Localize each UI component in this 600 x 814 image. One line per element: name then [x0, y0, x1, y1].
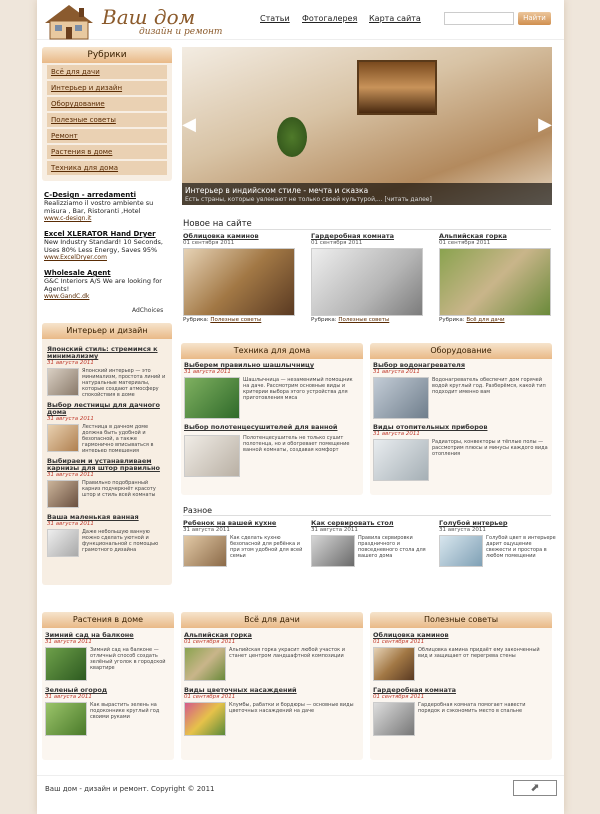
post-date: 31 августа 2011	[311, 527, 358, 533]
nav-sitemap[interactable]: Карта сайта	[369, 14, 421, 23]
post-date: 01 сентября 2011	[184, 694, 236, 700]
slider-next-icon[interactable]: ▶	[538, 114, 552, 135]
rubric-link[interactable]: Полезные советы	[210, 317, 262, 323]
post-date: 01 сентября 2011	[373, 694, 425, 700]
post-title[interactable]: Выберем правильно шашлычницу	[184, 361, 315, 369]
rubrics-box	[42, 47, 172, 181]
post-thumbnail[interactable]	[311, 535, 355, 567]
post-title[interactable]: Ваша маленькая ванная	[47, 513, 139, 521]
search-button[interactable]: Найти	[518, 12, 551, 25]
misc-item	[439, 520, 557, 583]
misc-item	[311, 520, 433, 583]
rubric-link[interactable]: Всё для дачи	[466, 317, 505, 323]
post-excerpt: Лестница в дачном доме должна быть удобной и безопасной, а также гармонично вписываться в интерьер помещения	[82, 424, 154, 452]
rubric-link[interactable]: Полезные советы	[338, 317, 390, 323]
ad-body: New Industry Standard! 10 Seconds, Uses 80% Less Energy, Saves 95%	[44, 238, 163, 254]
rubric-item[interactable]: Растения в доме	[47, 145, 167, 159]
post-thumbnail[interactable]	[184, 702, 226, 736]
misc-section-title: Разное	[183, 506, 551, 516]
post-thumbnail[interactable]	[47, 529, 79, 557]
tips-section	[370, 612, 552, 760]
post-excerpt: Даже небольшую ванную можно сделать уютной и функциональной с помощью грамотного дизайна	[82, 529, 159, 553]
post-date: 31 августа 2011	[47, 472, 94, 478]
rubrics-title: Рубрики	[42, 47, 172, 63]
ad-body: G&C Interiors A/S We are looking for Agents!	[44, 277, 162, 293]
footer-copyright: Ваш дом - дизайн и ремонт. Copyright © 2011	[45, 785, 215, 793]
rubric-label: Рубрика:	[183, 317, 209, 323]
post-title[interactable]: Облицовка каминов	[373, 631, 449, 639]
post-excerpt: Правильно подобранный карниз подчеркнёт красоту штор и стиль всей комнаты	[82, 480, 156, 498]
post-date: 31 августа 2011	[47, 521, 94, 527]
post-title[interactable]: Выбор водонагревателя	[373, 361, 465, 369]
slider-picture	[357, 60, 437, 115]
post-thumbnail[interactable]	[184, 647, 226, 681]
page	[37, 0, 564, 814]
post-date: 01 сентября 2011	[184, 639, 236, 645]
post-date: 31 августа 2011	[45, 694, 92, 700]
post-excerpt: Клумбы, рабатки и бордюры — основные виды цветочных насаждений на даче	[229, 702, 354, 714]
post-title[interactable]: Облицовка каминов	[183, 232, 259, 240]
post-date: 31 августа 2011	[47, 416, 94, 422]
rubric-item[interactable]: Всё для дачи	[47, 65, 167, 79]
post-excerpt: Японский интерьер — это минимализм, простота линий и натуральные материалы, которые создают атмосферу спокойствия в доме	[82, 368, 166, 396]
post-title[interactable]: Виды отопительных приборов	[373, 423, 488, 431]
tech-title: Техника для дома	[181, 343, 363, 359]
slider-caption[interactable]: Интерьер в индийском стиле - мечта и сказка	[185, 186, 369, 195]
post-excerpt: Полотенцесушитель не только сушит полотенца, но и обогревает помещение ванной комнаты, создавая комфорт	[243, 435, 350, 453]
post-date: 01 сентября 2011	[373, 639, 425, 645]
post-thumbnail[interactable]	[183, 535, 227, 567]
misc-item	[183, 520, 305, 583]
post-date: 31 августа 2011	[373, 431, 420, 437]
post-excerpt: Зимний сад на балконе — отличный способ создать зелёный уголок в городской квартире	[90, 647, 166, 671]
interior-title: Интерьер и дизайн	[42, 323, 172, 339]
tips-title: Полезные советы	[370, 612, 552, 628]
rubric-item[interactable]: Интерьер и дизайн	[47, 81, 167, 95]
post-title[interactable]: Выбираем и устанавливаем карнизы для штор правильно	[47, 457, 160, 472]
post-date: 01 сентября 2011	[311, 240, 363, 246]
site-title[interactable]: Ваш дом	[102, 5, 196, 29]
adchoices-label[interactable]: AdChoices	[132, 307, 164, 314]
post-date: 31 августа 2011	[47, 360, 94, 366]
post-thumbnail[interactable]	[373, 647, 415, 681]
ad-url[interactable]: www.c-design.it	[44, 215, 92, 222]
post-date: 31 августа 2011	[373, 369, 420, 375]
post-excerpt: Облицовка камина придаёт ему законченный вид и защищает от перегрева стены	[418, 647, 540, 659]
new-section-title: Новое на сайте	[183, 219, 551, 230]
post-date: 31 августа 2011	[183, 527, 230, 533]
post-thumbnail[interactable]	[45, 702, 87, 736]
rubric-label: Рубрика:	[311, 317, 337, 323]
post-title[interactable]: Виды цветочных насаждений	[184, 686, 297, 694]
footer	[37, 775, 564, 814]
slider-sub: Есть страны, которые увлекают не только своей культурой,... [читать далее]	[185, 196, 432, 203]
house-logo-icon[interactable]	[41, 3, 97, 41]
post-thumbnail[interactable]	[373, 377, 429, 419]
ad-title[interactable]: Excel XLERATOR Hand Dryer	[44, 230, 156, 238]
rubric-item[interactable]: Ремонт	[47, 129, 167, 143]
post-date: 01 сентября 2011	[439, 240, 491, 246]
post-title[interactable]: Японский стиль: стремимся к минимализму	[47, 345, 158, 360]
post-excerpt: Как сделать кухню безопасной для ребёнка и при этом удобной для всей семьи	[230, 535, 303, 559]
post-title[interactable]: Ребенок на вашей кухне	[183, 519, 277, 527]
ad-title[interactable]: Wholesale Agent	[44, 269, 111, 277]
rubric-item[interactable]: Полезные советы	[47, 113, 167, 127]
post-title[interactable]: Гардеробная комната	[311, 232, 395, 240]
featured-slider[interactable]	[182, 47, 552, 205]
rubric-item[interactable]: Техника для дома	[47, 161, 167, 175]
post-excerpt: Радиаторы, конвекторы и тёплые полы — рассмотрим плюсы и минусы каждого вида отопления	[432, 439, 548, 457]
dacha-title: Всё для дачи	[181, 612, 363, 628]
search-input[interactable]	[444, 12, 514, 25]
new-item	[311, 233, 426, 323]
plants-title: Растения в доме	[42, 612, 174, 628]
post-thumbnail[interactable]	[184, 377, 240, 419]
ad-title[interactable]: C-Design - arredamenti	[44, 191, 136, 199]
post-date: 31 августа 2011	[184, 369, 231, 375]
rubric-item[interactable]: Оборудование	[47, 97, 167, 111]
ad-block	[44, 191, 172, 300]
post-title[interactable]: Гардеробная комната	[373, 686, 457, 694]
slider-caption-bar	[182, 183, 552, 205]
new-item	[439, 233, 554, 323]
post-date: 31 августа 2011	[439, 527, 486, 533]
post-excerpt: Голубой цвет в интерьере дарит ощущение свежести и простора в любом помещении	[486, 535, 556, 559]
ad-body: Realizziamo il vostro ambiente su misura , Bar, Ristoranti ,Hotel	[44, 199, 154, 215]
nav-gallery[interactable]: Фотогалерея	[302, 14, 358, 23]
post-thumbnail[interactable]	[311, 248, 423, 316]
scroll-top-icon[interactable]: ⬈	[513, 780, 557, 796]
post-title[interactable]: Выбор лестницы для дачного дома	[47, 401, 160, 416]
nav-articles[interactable]: Статьи	[260, 14, 290, 23]
post-excerpt: Как вырастить зелень на подоконнике круглый год своими руками	[90, 702, 160, 720]
post-excerpt: Шашлычница — незаменимый помощник на даче. Рассмотрим основные виды и критерии выбора этого устройства для приготовления мяса	[243, 377, 353, 401]
ad-url[interactable]: www.ExcelDryer.com	[44, 254, 107, 261]
tech-section	[181, 343, 363, 495]
post-date: 31 августа 2011	[45, 639, 92, 645]
post-thumbnail[interactable]	[373, 702, 415, 736]
post-excerpt: Гардеробная комната помогает навести порядок и сэкономить место в спальне	[418, 702, 526, 714]
slider-prev-icon[interactable]: ◀	[182, 114, 196, 135]
interior-list	[47, 346, 169, 557]
post-title[interactable]: Зимний сад на балконе	[45, 631, 134, 639]
ad-url[interactable]: www.GandC.dk	[44, 293, 90, 300]
post-excerpt: Правила сервировки праздничного и повседневного стола для вашего дома	[358, 535, 426, 559]
site-subtitle: дизайн и ремонт	[139, 27, 223, 37]
equipment-title: Оборудование	[370, 343, 552, 359]
new-item	[183, 233, 298, 323]
rubric-label: Рубрика:	[439, 317, 465, 323]
post-thumbnail[interactable]	[45, 647, 87, 681]
post-date: 01 сентября 2011	[183, 240, 235, 246]
post-title[interactable]: Зеленый огород	[45, 686, 108, 694]
plant-image	[277, 117, 307, 157]
dacha-section	[181, 612, 363, 760]
post-title[interactable]: Выбор полотенцесушителей для ванной	[184, 423, 338, 431]
post-title[interactable]: Альпийская горка	[439, 232, 507, 240]
post-title[interactable]: Альпийская горка	[184, 631, 252, 639]
post-thumbnail[interactable]	[47, 424, 79, 452]
plants-section	[42, 612, 174, 760]
post-thumbnail[interactable]	[184, 435, 240, 477]
post-thumbnail[interactable]	[373, 439, 429, 481]
post-thumbnail[interactable]	[47, 368, 79, 396]
equipment-section	[370, 343, 552, 495]
post-excerpt: Водонагреватель обеспечит дом горячей водой круглый год. Разберёмся, какой тип подходит именно вам	[432, 377, 546, 395]
post-thumbnail[interactable]	[183, 248, 295, 316]
post-title[interactable]: Голубой интерьер	[439, 519, 508, 527]
post-thumbnail[interactable]	[47, 480, 79, 508]
post-thumbnail[interactable]	[439, 248, 551, 316]
post-thumbnail[interactable]	[439, 535, 483, 567]
post-excerpt: Альпийская горка украсит любой участок и станет центром ландшафтной композиции	[229, 647, 345, 659]
post-title[interactable]: Как сервировать стол	[311, 519, 394, 527]
